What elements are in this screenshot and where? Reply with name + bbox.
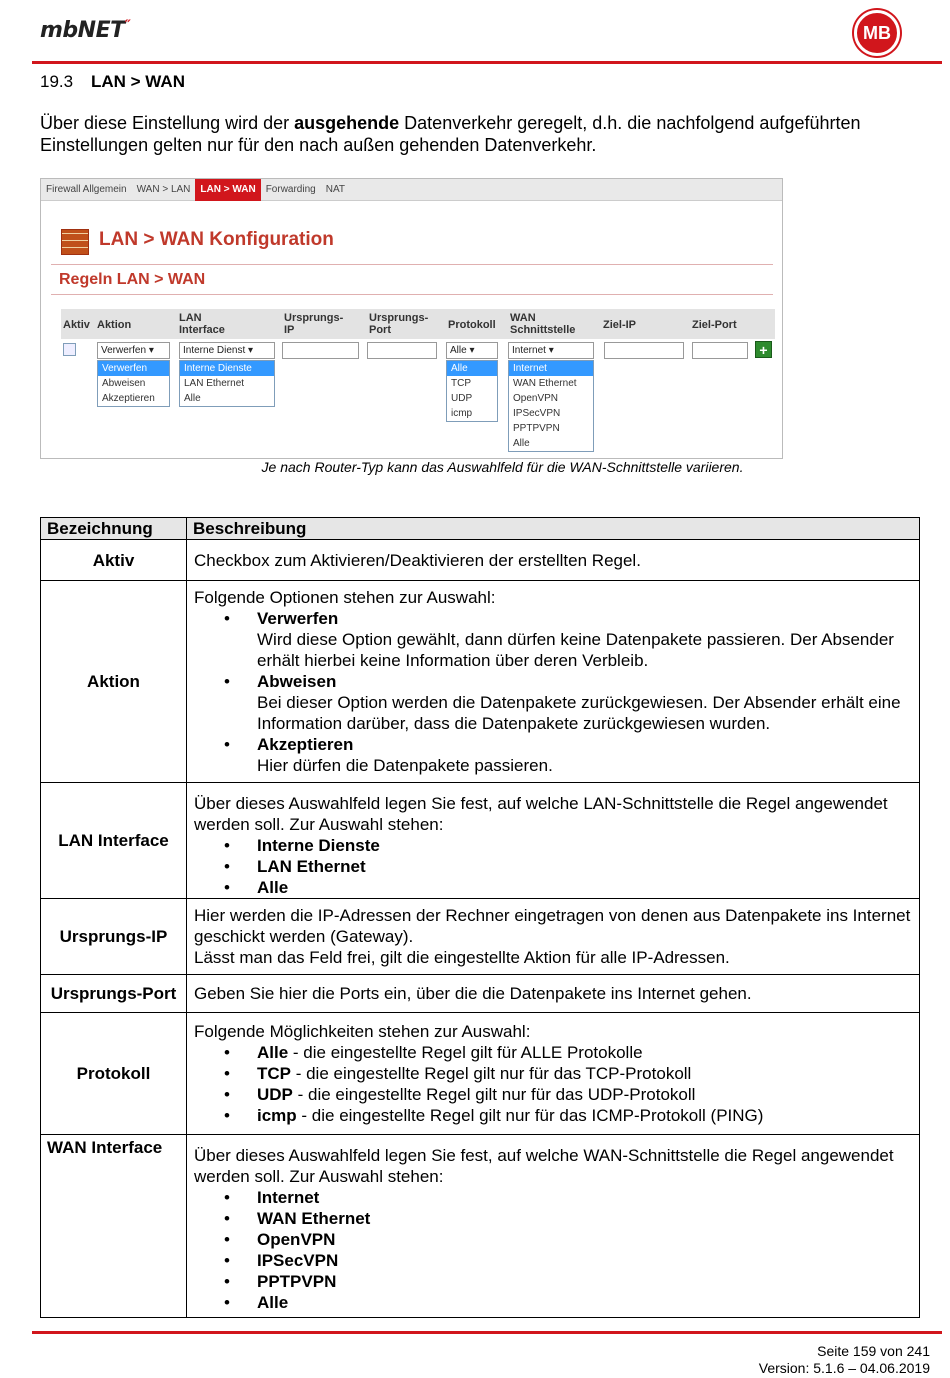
col-ursprungs-port: Ursprungs- Port [369,312,429,336]
list-item: • Akzeptieren Hier dürfen die Datenpakete passieren. [224,734,913,776]
rules-subtitle: Regeln LAN > WAN [59,271,206,288]
firewall-brick-icon [61,229,89,255]
tab-wan-lan[interactable]: WAN > LAN [136,183,191,195]
version-info: Version: 5.1.6 – 04.06.2019 [758,1360,930,1376]
list-item: • Abweisen Bei dieser Option werden die Datenpakete zurückgewiesen. Der Absender erhält eine Information darüber, dass die Datenpakete zurückgewiesen wurden. [224,671,913,734]
aktion-option[interactable]: Verwerfen [98,361,169,376]
desc-protokoll [187,1013,920,1135]
firewall-tab-bar [41,179,782,201]
config-title-bar [51,219,773,265]
table-row [41,975,920,1013]
wan-option[interactable]: OpenVPN [513,393,559,404]
desc-aktiv: Checkbox zum Aktivieren/Deaktivieren der erstellten Regel. [187,540,920,581]
table-row [41,899,920,975]
table-row [41,1135,920,1318]
desc-lan-interface [187,783,920,899]
term-aktiv: Aktiv [41,540,187,581]
col-aktiv: Aktiv [63,319,90,331]
footer-rule [32,1331,942,1334]
desc-aktion [187,581,920,783]
section-title: LAN > WAN [91,72,185,91]
protokoll-intro: Folgende Möglichkeiten stehen zur Auswahl: [194,1022,531,1041]
wan-list [224,1187,913,1313]
col-wan-schnittstelle: WAN Schnittstelle [510,312,576,336]
wan-intro: Über dieses Auswahlfeld legen Sie fest, auf welche WAN-Schnittstelle die Regel angewendet werden soll. Zur Auswahl stehen: [194,1146,894,1186]
aktion-intro: Folgende Optionen stehen zur Auswahl: [194,588,496,607]
aktion-option[interactable]: Abweisen [102,378,146,389]
desc-ursprungs-ip [187,899,920,975]
col-aktion: Aktion [97,319,132,331]
list-item: • OpenVPN [224,1229,913,1250]
list-item: • PPTPVPN [224,1271,913,1292]
uip-line-1: Hier werden die IP-Adressen der Rechner eingetragen von denen aus Datenpakete ins Internet geschickt werden (Gateway). [194,906,911,946]
list-item: • TCP - die eingestellte Regel gilt nur für das TCP-Protokoll [224,1063,913,1084]
list-item: • Verwerfen Wird diese Option gewählt, dann dürfen keine Datenpakete passieren. Der Absender erhält hierbei keine Information über deren Verbleib. [224,608,913,671]
chevron-down-icon: ▾ [248,345,254,356]
rules-column-header [61,309,775,339]
add-rule-button[interactable]: + [755,341,772,358]
ursprungs-ip-input[interactable] [282,342,359,359]
lan-option[interactable]: Alle [184,393,201,404]
page-number: Seite 159 von 241 [817,1343,930,1359]
tab-firewall-allgemein[interactable]: Firewall Allgemein [46,183,127,195]
uip-line-2: Lässt man das Feld frei, gilt die eingestellte Aktion für alle IP-Adressen. [194,948,730,967]
list-item: • UDP - die eingestellte Regel gilt nur für das UDP-Protokoll [224,1084,913,1105]
table-row [41,783,920,899]
protokoll-option[interactable]: UDP [451,393,473,404]
chevron-down-icon: ▾ [548,345,554,356]
col-protokoll: Protokoll [448,319,496,331]
wan-option[interactable]: WAN Ethernet [513,378,577,389]
col-ziel-ip: Ziel-IP [603,319,637,331]
description-table [40,517,920,1318]
lan-intro: Über dieses Auswahlfeld legen Sie fest, auf welche LAN-Schnittstelle die Regel angewendet werden soll. Zur Auswahl stehen: [194,794,888,834]
wan-option[interactable]: Internet [509,361,593,376]
intro-paragraph: Über diese Einstellung wird der ausgehende Datenverkehr geregelt, d.h. die nachfolgend aufgeführten Einstellungen gelten nur für den nach außen gehenden Datenverkehr. [40,113,861,155]
lan-option[interactable]: LAN Ethernet [184,378,245,389]
desc-ursprungs-port: Geben Sie hier die Ports ein, über die die Datenpakete ins Internet gehen. [187,975,920,1013]
aktion-select[interactable]: Verwerfen ▾ [97,342,170,359]
aktion-option[interactable]: Akzeptieren [102,393,155,404]
logo-tick-mark: ″ [124,18,131,34]
protokoll-select[interactable]: Alle ▾ [446,342,498,359]
protokoll-option[interactable]: icmp [451,408,473,419]
term-lan-interface: LAN Interface [41,783,187,899]
lan-list [224,835,913,898]
col-ursprungs-ip: Ursprungs- IP [284,312,344,336]
ziel-ip-input[interactable] [604,342,684,359]
aktion-list [224,608,913,776]
term-wan-interface: WAN Interface [41,1135,187,1318]
logo-text: mbNET [40,18,125,43]
lan-option[interactable]: Interne Dienste [180,361,274,376]
table-row [41,540,920,581]
aktiv-checkbox[interactable] [63,343,76,356]
list-item: • WAN Ethernet [224,1208,913,1229]
aktion-dropdown-list [97,360,170,407]
config-screenshot [40,178,783,459]
protokoll-option[interactable]: Alle [447,361,497,376]
list-item: • Alle - die eingestellte Regel gilt für ALLE Protokolle [224,1042,913,1063]
list-item: • LAN Ethernet [224,856,913,877]
protokoll-option[interactable]: TCP [451,378,471,389]
mb-badge-logo: MB [854,10,900,56]
config-title: LAN > WAN Konfiguration [99,229,334,250]
col-lan-interface: LAN Interface [179,312,225,336]
chevron-down-icon: ▾ [469,345,475,356]
col-ziel-port: Ziel-Port [692,319,737,331]
list-item: • IPSecVPN [224,1250,913,1271]
mbnet-logo [40,18,130,43]
term-aktion: Aktion [41,581,187,783]
ursprungs-port-input[interactable] [367,342,437,359]
chevron-down-icon: ▾ [148,345,154,356]
protokoll-dropdown-list [446,360,498,422]
tab-nat[interactable]: NAT [325,183,345,195]
table-row [41,581,920,783]
list-item: • Interne Dienste [224,835,913,856]
list-item: • Alle [224,1292,913,1313]
figure-caption: Je nach Router-Typ kann das Auswahlfeld für die WAN-Schnittstelle variieren. [261,459,744,475]
tab-lan-wan[interactable]: LAN > WAN [195,179,260,201]
wan-schnittstelle-dropdown-list [508,360,594,452]
wan-option[interactable]: PPTPVPN [513,423,560,434]
term-protokoll: Protokoll [41,1013,187,1135]
wan-schnittstelle-select[interactable]: Internet ▾ [508,342,594,359]
term-ursprungs-ip: Ursprungs-IP [41,899,187,975]
ziel-port-input[interactable] [692,342,748,359]
lan-interface-dropdown-list [179,360,275,407]
header-rule [32,61,942,64]
list-item: • Alle [224,877,913,898]
rules-subtitle-bar [51,267,773,295]
wan-option[interactable]: Alle [513,438,530,449]
protokoll-list [224,1042,913,1126]
tab-forwarding[interactable]: Forwarding [265,183,316,195]
desc-wan-interface [187,1135,920,1318]
table-head-description: Beschreibung [187,518,920,540]
wan-option[interactable]: IPSecVPN [513,408,561,419]
table-head-term: Bezeichnung [41,518,187,540]
list-item: • icmp - die eingestellte Regel gilt nur für das ICMP-Protokoll (PING) [224,1105,913,1126]
list-item: • Internet [224,1187,913,1208]
table-row [41,1013,920,1135]
term-ursprungs-port: Ursprungs-Port [41,975,187,1013]
lan-interface-select[interactable]: Interne Dienst ▾ [179,342,275,359]
section-number: 19.3 [40,72,74,91]
